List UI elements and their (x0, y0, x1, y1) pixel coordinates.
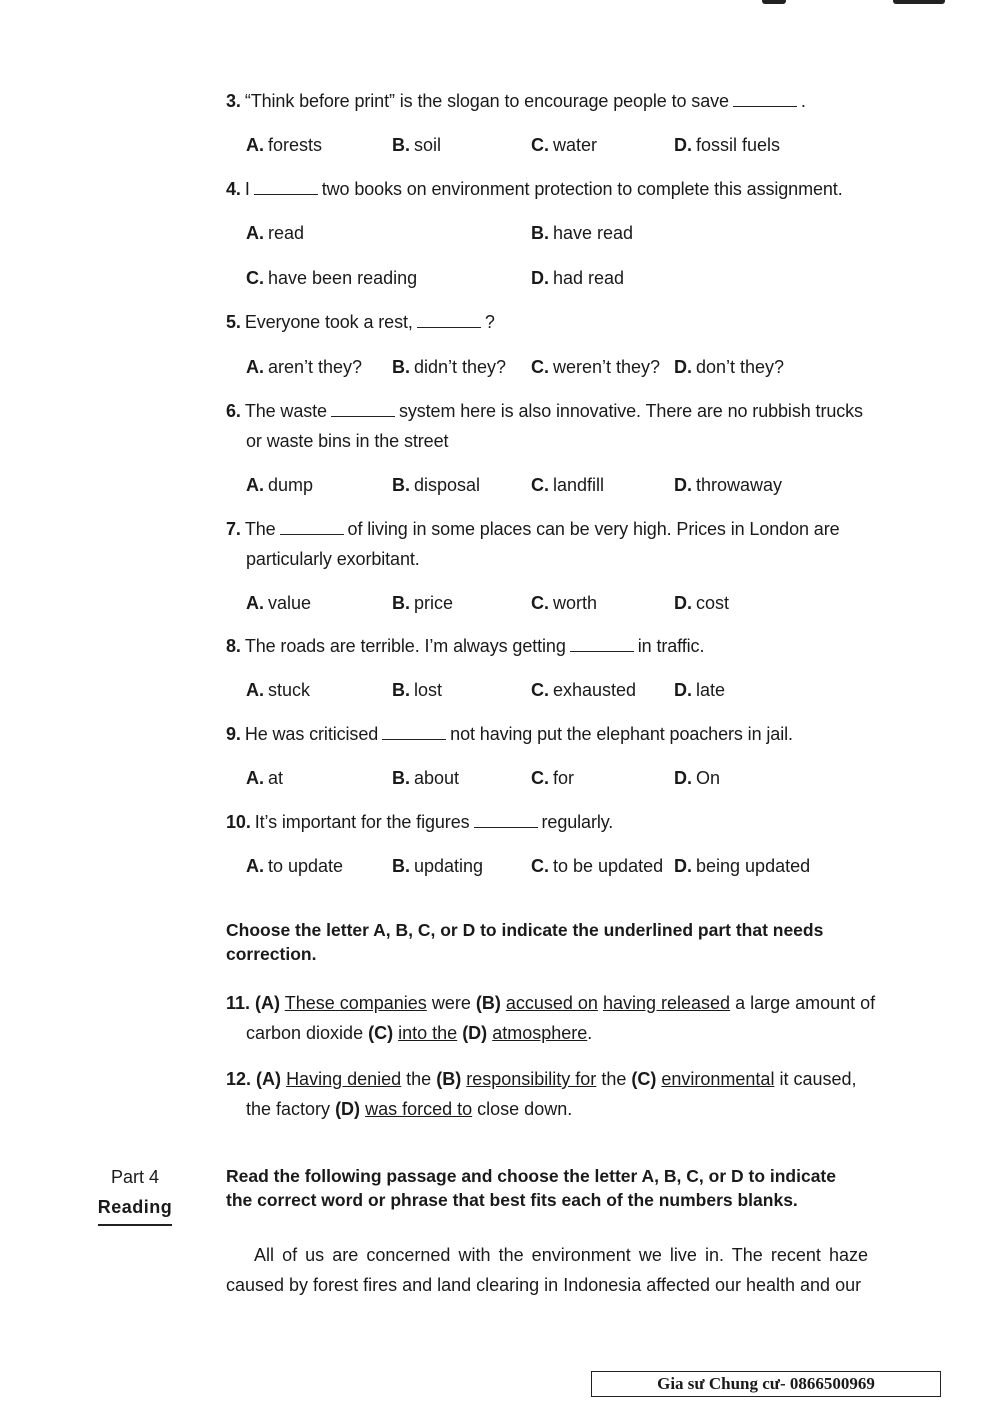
answer-blank[interactable] (733, 92, 797, 107)
option-b[interactable]: B. didn’t they? (392, 357, 507, 377)
option-b[interactable]: B. soil (392, 135, 442, 155)
option-b[interactable]: B. about (392, 768, 460, 788)
underlined-part-b[interactable]: responsibility for (466, 1069, 597, 1089)
part-label: (A) (255, 993, 281, 1013)
part-number: Part 4 (110, 1167, 160, 1187)
question-text: “Think before print” is the slogan to encourage people to save (244, 91, 729, 111)
underlined-part-c[interactable]: environmental (661, 1069, 775, 1089)
option-a[interactable]: A. at (246, 768, 284, 788)
options-4-row-1 (246, 218, 886, 248)
question-4 (226, 174, 876, 204)
underlined-part-a[interactable]: These companies (284, 993, 427, 1013)
part-label: (D) (335, 1099, 361, 1119)
question-text: regularly. (541, 812, 614, 832)
question-8 (226, 631, 876, 661)
option-d[interactable]: D. On (674, 768, 721, 788)
option-d[interactable]: D. fossil fuels (674, 135, 781, 155)
answer-blank[interactable] (417, 313, 481, 328)
option-a[interactable]: A. aren’t they? (246, 357, 363, 377)
underlined-part-b[interactable]: accused on (505, 993, 598, 1013)
question-5 (226, 307, 876, 337)
answer-blank[interactable] (382, 725, 446, 740)
question-text: It’s important for the figures (254, 812, 470, 832)
part-label: (B) (436, 1069, 462, 1089)
option-a[interactable]: A. to update (246, 856, 344, 876)
question-text: ? (484, 312, 495, 332)
answer-blank[interactable] (331, 402, 395, 417)
question-text: The waste (244, 401, 327, 421)
question-text-continued: particularly exorbitant. (246, 549, 420, 569)
options-9 (246, 763, 886, 793)
option-c[interactable]: C. worth (531, 593, 598, 613)
underlined-part-d[interactable]: atmosphere (492, 1023, 588, 1043)
underlined-part-c[interactable]: into the (398, 1023, 458, 1043)
options-3 (246, 130, 886, 160)
question-text-continued: or waste bins in the street (246, 431, 449, 451)
question-12: 12. (A) Having denied the (B) responsibility for the (C) environmental it caused, the factory (D) was forced to close down. (226, 1069, 857, 1119)
options-7 (246, 588, 886, 618)
option-d[interactable]: D. had read (531, 268, 625, 288)
error-instruction: Choose the letter A, B, C, or D to indicate the underlined part that needs correction. (226, 920, 824, 964)
question-number: 10. (226, 812, 251, 832)
options-6 (246, 470, 886, 500)
question-text: in traffic. (637, 636, 705, 656)
question-number: 3. (226, 91, 241, 111)
option-c[interactable]: C. have been reading (246, 268, 418, 288)
question-number: 11. (226, 993, 251, 1013)
question-7 (226, 514, 876, 574)
question-3 (226, 86, 876, 116)
option-c[interactable]: C. weren’t they? (531, 357, 661, 377)
option-b[interactable]: B. updating (392, 856, 484, 876)
option-c[interactable]: C. for (531, 768, 575, 788)
part-label: (C) (631, 1069, 657, 1089)
options-4-row-2 (246, 263, 886, 293)
question-text: The roads are terrible. I’m always getting (244, 636, 566, 656)
question-11: 11. (A) These companies were (B) accused on having released a large amount of carbon dioxide (C) into the (D) atmosphere. (226, 993, 876, 1043)
option-c[interactable]: C. landfill (531, 475, 605, 495)
option-c[interactable]: C. water (531, 135, 598, 155)
part-label: (B) (475, 993, 501, 1013)
scan-mark (762, 0, 786, 4)
question-10 (226, 807, 876, 837)
option-d[interactable]: D. throwaway (674, 475, 783, 495)
option-a[interactable]: A. forests (246, 135, 323, 155)
question-text: The (244, 519, 276, 539)
option-d[interactable]: D. late (674, 680, 726, 700)
underlined-part-b[interactable]: having released (602, 993, 731, 1013)
reading-instruction: Read the following passage and choose the letter A, B, C, or D to indicate the correct word or phrase that best fits each of the numbers blanks. (226, 1166, 836, 1210)
reading-passage: All of us are concerned with the environment we live in. The recent haze caused by forest fires and land clearing in Indonesia affected our health and our (226, 1245, 868, 1295)
question-number: 4. (226, 179, 241, 199)
option-b[interactable]: B. price (392, 593, 454, 613)
question-9 (226, 719, 876, 749)
question-number: 12. (226, 1069, 252, 1089)
option-a[interactable]: A. read (246, 223, 305, 243)
question-number: 7. (226, 519, 241, 539)
section-title: Reading (98, 1192, 173, 1226)
answer-blank[interactable] (570, 637, 634, 652)
question-text: not having put the elephant poachers in jail. (450, 724, 793, 744)
part-label: (C) (368, 1023, 394, 1043)
answer-blank[interactable] (254, 180, 318, 195)
question-number: 9. (226, 724, 241, 744)
question-number: 6. (226, 401, 241, 421)
question-6 (226, 396, 876, 456)
option-d[interactable]: D. cost (674, 593, 730, 613)
question-text: of living in some places can be very high. Prices in London are (347, 519, 840, 539)
part-label: (A) (256, 1069, 282, 1089)
question-text: Everyone took a rest, (244, 312, 413, 332)
option-d[interactable]: D. don’t they? (674, 357, 785, 377)
options-10 (246, 851, 886, 881)
question-number: 5. (226, 312, 241, 332)
part-4-label (94, 1162, 176, 1226)
part-label: (D) (462, 1023, 488, 1043)
option-b[interactable]: B. disposal (392, 475, 481, 495)
question-text: I (244, 179, 250, 199)
option-c[interactable]: C. exhausted (531, 680, 637, 700)
underlined-part-d[interactable]: was forced to (365, 1099, 473, 1119)
question-number: 8. (226, 636, 241, 656)
option-b[interactable]: B. have read (531, 223, 634, 243)
question-text: He was criticised (244, 724, 379, 744)
question-text: two books on environment protection to complete this assignment. (321, 179, 843, 199)
option-a[interactable]: A. dump (246, 475, 314, 495)
footer-contact: Gia sư Chung cư- 0866500969 (591, 1371, 941, 1397)
option-a[interactable]: A. stuck (246, 680, 311, 700)
options-8 (246, 675, 886, 705)
option-d[interactable]: D. being updated (674, 856, 811, 876)
option-b[interactable]: B. lost (392, 680, 443, 700)
options-5 (246, 352, 886, 382)
answer-blank[interactable] (280, 520, 344, 535)
underlined-part-a[interactable]: Having denied (286, 1069, 402, 1089)
option-a[interactable]: A. value (246, 593, 312, 613)
scan-mark (893, 0, 945, 4)
answer-blank[interactable] (474, 813, 538, 828)
question-text: system here is also innovative. There are no rubbish trucks (398, 401, 863, 421)
option-c[interactable]: C. to be updated (531, 856, 664, 876)
question-text: . (800, 91, 806, 111)
